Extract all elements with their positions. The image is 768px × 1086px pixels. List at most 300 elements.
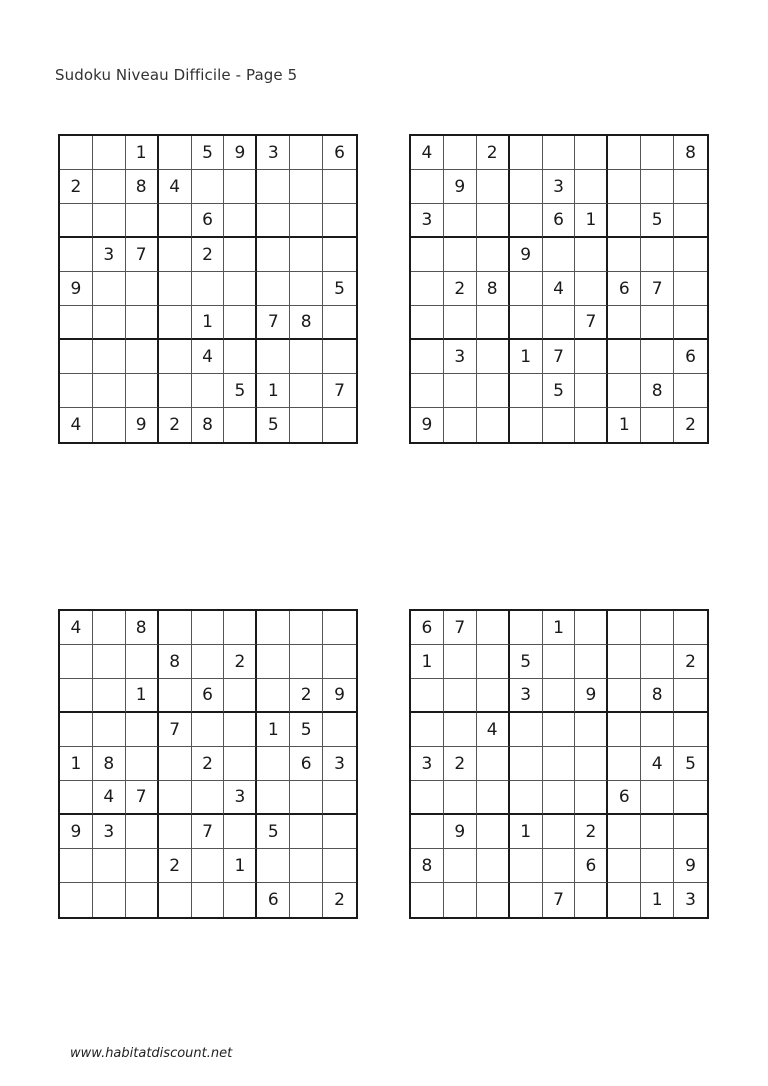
sudoku-cell: [224, 204, 257, 238]
sudoku-cell: [159, 815, 192, 849]
sudoku-cell: [93, 136, 126, 170]
sudoku-cell: [608, 611, 641, 645]
sudoku-cell: [641, 815, 674, 849]
sudoku-cell: [411, 713, 444, 747]
sudoku-cell: [192, 781, 225, 815]
sudoku-cell: [192, 713, 225, 747]
sudoku-cell: [411, 272, 444, 306]
sudoku-cell: 2: [334, 890, 345, 910]
sudoku-cell: 3: [543, 170, 576, 204]
sudoku-cell: [444, 408, 477, 442]
sudoku-cell: [159, 781, 192, 815]
sudoku-cell: [257, 340, 290, 374]
sudoku-cell: [192, 374, 225, 408]
sudoku-cell: [575, 272, 608, 306]
sudoku-cell: [257, 204, 290, 238]
sudoku-cell: [444, 713, 477, 747]
sudoku-cell: [477, 781, 510, 815]
sudoku-cell: 2: [60, 170, 93, 204]
sudoku-cell: 5: [543, 374, 576, 408]
sudoku-cell: [323, 170, 356, 204]
sudoku-cell: [477, 306, 510, 340]
sudoku-cell: 1: [510, 815, 543, 849]
sudoku-cell: 9: [323, 679, 356, 713]
sudoku-cell: [290, 136, 323, 170]
sudoku-cell: [608, 306, 641, 340]
sudoku-cell: [674, 374, 707, 408]
sudoku-cell: [608, 747, 641, 781]
sudoku-cell: [159, 306, 192, 340]
sudoku-cell: [257, 238, 290, 272]
sudoku-cell: [60, 679, 93, 713]
sudoku-cell: 2: [159, 408, 192, 442]
sudoku-cell: [159, 611, 192, 645]
sudoku-cell: [93, 408, 126, 442]
sudoku-cell: 5: [641, 204, 674, 238]
sudoku-cell: [510, 611, 543, 645]
sudoku-cell: [290, 611, 323, 645]
sudoku-cell: [608, 713, 641, 747]
sudoku-cell: [477, 747, 510, 781]
sudoku-cell: 3: [685, 890, 696, 910]
sudoku-cell: [93, 645, 126, 679]
sudoku-cell: [290, 883, 323, 917]
sudoku-cell: [575, 645, 608, 679]
sudoku-cell: [93, 204, 126, 238]
sudoku-cell: [444, 238, 477, 272]
sudoku-cell: [60, 340, 93, 374]
sudoku-cell: [159, 340, 192, 374]
sudoku-cell: [126, 374, 159, 408]
sudoku-cell: [674, 238, 707, 272]
sudoku-cell: [126, 306, 159, 340]
sudoku-cell: 4: [641, 747, 674, 781]
sudoku-cell: 8: [159, 645, 192, 679]
sudoku-cell: 8: [641, 374, 674, 408]
sudoku-cell: [93, 883, 126, 917]
sudoku-cell: 6: [411, 611, 444, 645]
sudoku-cell: [192, 645, 225, 679]
sudoku-cell: [323, 611, 356, 645]
sudoku-cell: [575, 374, 608, 408]
sudoku-cell: 3: [411, 747, 444, 781]
sudoku-cell: [510, 170, 543, 204]
sudoku-cell: 9: [444, 170, 477, 204]
sudoku-cell: 8: [93, 747, 126, 781]
sudoku-cell: [224, 408, 257, 442]
sudoku-cell: [477, 849, 510, 883]
sudoku-cell: 7: [159, 713, 192, 747]
sudoku-cell: 7: [543, 340, 576, 374]
sudoku-cell: [159, 136, 192, 170]
sudoku-cell: [543, 645, 576, 679]
sudoku-cell: [126, 747, 159, 781]
sudoku-cell: [60, 883, 93, 917]
sudoku-cell: 5: [192, 136, 225, 170]
sudoku-cell: [290, 781, 323, 815]
sudoku-cell: [543, 713, 576, 747]
sudoku-cell: [477, 611, 510, 645]
sudoku-cell: [257, 272, 290, 306]
footer-website: www.habitatdiscount.net: [70, 1046, 233, 1061]
sudoku-cell: [674, 815, 707, 849]
sudoku-cell: [60, 238, 93, 272]
sudoku-cell: [477, 679, 510, 713]
sudoku-cell: [290, 340, 323, 374]
sudoku-cell: 8: [126, 170, 159, 204]
sudoku-cell: 4: [543, 272, 576, 306]
sudoku-cell: [192, 611, 225, 645]
sudoku-cell: 9: [575, 679, 608, 713]
sudoku-cell: [608, 204, 641, 238]
sudoku-cell: [510, 204, 543, 238]
sudoku-cell: 1: [257, 713, 290, 747]
sudoku-cell: [674, 713, 707, 747]
sudoku-cell: [510, 781, 543, 815]
sudoku-cell: [510, 849, 543, 883]
sudoku-cell: 4: [159, 170, 192, 204]
sudoku-cell: [126, 883, 159, 917]
sudoku-cell: 1: [510, 340, 543, 374]
sudoku-cell: [444, 849, 477, 883]
sudoku-cell: [641, 713, 674, 747]
sudoku-cell: [510, 408, 543, 442]
sudoku-cell: [444, 136, 477, 170]
sudoku-cell: [224, 611, 257, 645]
sudoku-cell: 8: [674, 136, 707, 170]
sudoku-cell: [477, 340, 510, 374]
sudoku-cell: 6: [290, 747, 323, 781]
sudoku-cell: [60, 306, 93, 340]
sudoku-cell: [93, 679, 126, 713]
sudoku-cell: 1: [192, 306, 225, 340]
sudoku-cell: [159, 272, 192, 306]
sudoku-cell: [477, 204, 510, 238]
sudoku-cell: [159, 238, 192, 272]
sudoku-cell: 1: [224, 849, 257, 883]
sudoku-cell: [608, 815, 641, 849]
sudoku-cell: [510, 747, 543, 781]
sudoku-cell: 5: [257, 815, 290, 849]
sudoku-cell: 1: [411, 645, 444, 679]
sudoku-cell: 2: [444, 747, 477, 781]
sudoku-cell: 7: [323, 374, 356, 408]
sudoku-cell: [477, 238, 510, 272]
sudoku-cell: [510, 306, 543, 340]
sudoku-cell: [641, 170, 674, 204]
sudoku-cell: 8: [641, 679, 674, 713]
sudoku-cell: 5: [290, 713, 323, 747]
sudoku-cell: [608, 374, 641, 408]
sudoku-cell: [159, 679, 192, 713]
sudoku-cell: [575, 713, 608, 747]
sudoku-cell: [543, 849, 576, 883]
sudoku-cell: [411, 781, 444, 815]
sudoku-cell: [575, 747, 608, 781]
sudoku-cell: 6: [257, 883, 290, 917]
sudoku-cell: [323, 238, 356, 272]
sudoku-cell: [641, 306, 674, 340]
sudoku-cell: 8: [411, 849, 444, 883]
sudoku-cell: 9: [224, 136, 257, 170]
sudoku-cell: 2: [444, 272, 477, 306]
sudoku-cell: [224, 340, 257, 374]
sudoku-cell: 6: [674, 340, 707, 374]
sudoku-cell: [411, 340, 444, 374]
sudoku-cell: 5: [510, 645, 543, 679]
sudoku-cell: [543, 679, 576, 713]
sudoku-cell: 9: [411, 408, 444, 442]
sudoku-cell: [641, 849, 674, 883]
sudoku-cell: [674, 306, 707, 340]
sudoku-cell: 8: [290, 306, 323, 340]
sudoku-cell: [608, 883, 641, 917]
sudoku-cell: 1: [126, 679, 159, 713]
sudoku-cell: [641, 238, 674, 272]
sudoku-cell: 7: [543, 883, 576, 917]
sudoku-cell: [290, 815, 323, 849]
sudoku-cell: 6: [575, 849, 608, 883]
sudoku-cell: 3: [444, 340, 477, 374]
sudoku-cell: [608, 679, 641, 713]
sudoku-cell: [477, 645, 510, 679]
sudoku-cell: [290, 849, 323, 883]
sudoku-cell: [159, 204, 192, 238]
sudoku-cell: [323, 645, 356, 679]
sudoku-cell: 2: [477, 136, 510, 170]
sudoku-cell: [93, 306, 126, 340]
sudoku-cell: [290, 204, 323, 238]
sudoku-cell: 1: [641, 883, 674, 917]
sudoku-cell: [575, 883, 608, 917]
sudoku-cell: 1: [608, 408, 641, 442]
sudoku-cell: [93, 713, 126, 747]
sudoku-cell: [323, 713, 356, 747]
sudoku-cell: [323, 306, 356, 340]
sudoku-cell: [126, 815, 159, 849]
sudoku-cell: [575, 611, 608, 645]
sudoku-cell: [510, 883, 543, 917]
sudoku-cell: [60, 849, 93, 883]
sudoku-cell: 6: [608, 781, 641, 815]
sudoku-cell: 7: [126, 238, 159, 272]
sudoku-cell: [290, 170, 323, 204]
sudoku-cell: [192, 883, 225, 917]
sudoku-cell: 4: [60, 611, 93, 645]
sudoku-cell: [444, 306, 477, 340]
sudoku-cell: [543, 136, 576, 170]
sudoku-cell: [543, 408, 576, 442]
sudoku-cell: [60, 136, 93, 170]
sudoku-cell: 1: [543, 611, 576, 645]
sudoku-cell: 4: [60, 408, 93, 442]
sudoku-cell: [257, 645, 290, 679]
sudoku-cell: [674, 170, 707, 204]
sudoku-cell: [126, 713, 159, 747]
sudoku-cell: [608, 136, 641, 170]
sudoku-cell: [257, 781, 290, 815]
sudoku-cell: [323, 204, 356, 238]
sudoku-cell: 4: [477, 713, 510, 747]
sudoku-cell: [608, 170, 641, 204]
sudoku-cell: [192, 170, 225, 204]
sudoku-cell: 2: [192, 747, 225, 781]
sudoku-cell: [477, 408, 510, 442]
sudoku-cell: 9: [126, 408, 159, 442]
sudoku-cell: [411, 374, 444, 408]
sudoku-cell: [411, 238, 444, 272]
sudoku-cell: [224, 679, 257, 713]
sudoku-cell: [575, 340, 608, 374]
sudoku-cell: [444, 781, 477, 815]
sudoku-cell: [411, 815, 444, 849]
sudoku-cell: [257, 611, 290, 645]
sudoku-grid-3: [58, 609, 358, 919]
sudoku-cell: 5: [224, 374, 257, 408]
sudoku-cell: 6: [608, 272, 641, 306]
sudoku-cell: [641, 611, 674, 645]
sudoku-cell: [575, 781, 608, 815]
sudoku-cell: 3: [224, 781, 257, 815]
sudoku-cell: [608, 340, 641, 374]
sudoku-cell: [411, 883, 444, 917]
sudoku-cell: 5: [323, 272, 356, 306]
sudoku-cell: [510, 136, 543, 170]
sudoku-cell: [411, 170, 444, 204]
sudoku-cell: [674, 679, 707, 713]
sudoku-cell: [159, 883, 192, 917]
sudoku-cell: 6: [192, 679, 225, 713]
sudoku-cell: [60, 374, 93, 408]
sudoku-cell: [126, 645, 159, 679]
sudoku-cell: 1: [575, 204, 608, 238]
sudoku-cell: [126, 272, 159, 306]
sudoku-cell: [608, 849, 641, 883]
sudoku-cell: 7: [641, 272, 674, 306]
sudoku-cell: 3: [323, 747, 356, 781]
sudoku-cell: [290, 645, 323, 679]
sudoku-grid-4: [409, 609, 709, 919]
sudoku-cell: [543, 781, 576, 815]
sudoku-cell: [444, 204, 477, 238]
sudoku-cell: [93, 611, 126, 645]
sudoku-cell: [224, 883, 257, 917]
sudoku-cell: [444, 679, 477, 713]
sudoku-cell: [510, 272, 543, 306]
sudoku-cell: 6: [323, 136, 356, 170]
sudoku-cell: [60, 781, 93, 815]
sudoku-cell: 5: [674, 747, 707, 781]
sudoku-cell: [93, 272, 126, 306]
sudoku-cell: 3: [411, 204, 444, 238]
sudoku-cell: [575, 136, 608, 170]
sudoku-cell: 3: [510, 679, 543, 713]
sudoku-cell: [641, 136, 674, 170]
sudoku-cell: [290, 272, 323, 306]
sudoku-cell: 2: [290, 679, 323, 713]
sudoku-cell: [290, 238, 323, 272]
sudoku-cell: [224, 747, 257, 781]
sudoku-cell: [575, 170, 608, 204]
sudoku-cell: [93, 849, 126, 883]
sudoku-cell: [126, 849, 159, 883]
sudoku-cell: [257, 170, 290, 204]
sudoku-cell: [224, 238, 257, 272]
sudoku-cell: [93, 374, 126, 408]
sudoku-cell: [674, 781, 707, 815]
sudoku-cell: 8: [192, 408, 225, 442]
sudoku-cell: 6: [192, 204, 225, 238]
sudoku-cell: [411, 306, 444, 340]
sudoku-cell: [543, 306, 576, 340]
sudoku-cell: 2: [685, 415, 696, 435]
sudoku-cell: [323, 815, 356, 849]
sudoku-cell: [290, 408, 323, 442]
sudoku-cell: 4: [192, 340, 225, 374]
sudoku-cell: [510, 374, 543, 408]
sudoku-cell: 1: [60, 747, 93, 781]
sudoku-cell: [93, 170, 126, 204]
sudoku-cell: 4: [411, 136, 444, 170]
sudoku-cell: [543, 238, 576, 272]
sudoku-grid-2: [409, 134, 709, 444]
sudoku-cell: [323, 340, 356, 374]
sudoku-cell: [93, 340, 126, 374]
sudoku-cell: 7: [575, 306, 608, 340]
sudoku-cell: 9: [510, 238, 543, 272]
sudoku-cell: [257, 747, 290, 781]
sudoku-cell: [323, 849, 356, 883]
sudoku-cell: 3: [93, 815, 126, 849]
sudoku-cell: [192, 849, 225, 883]
sudoku-cell: [60, 713, 93, 747]
sudoku-cell: 7: [257, 306, 290, 340]
sudoku-cell: [323, 781, 356, 815]
sudoku-cell: 2: [192, 238, 225, 272]
sudoku-cell: [257, 679, 290, 713]
sudoku-cell: 7: [192, 815, 225, 849]
sudoku-cell: [411, 679, 444, 713]
sudoku-cell: 7: [444, 611, 477, 645]
sudoku-cell: [323, 408, 356, 442]
sudoku-cell: 9: [444, 815, 477, 849]
sudoku-cell: 2: [674, 645, 707, 679]
sudoku-cell: 1: [257, 374, 290, 408]
sudoku-cell: [192, 272, 225, 306]
sudoku-cell: [224, 272, 257, 306]
sudoku-cell: [543, 815, 576, 849]
sudoku-cell: [444, 374, 477, 408]
sudoku-cell: [444, 883, 477, 917]
sudoku-cell: 3: [257, 136, 290, 170]
sudoku-cell: 8: [477, 272, 510, 306]
sudoku-cell: 4: [93, 781, 126, 815]
sudoku-cell: [477, 170, 510, 204]
sudoku-cell: 9: [674, 849, 707, 883]
sudoku-cell: [477, 374, 510, 408]
sudoku-cell: [224, 815, 257, 849]
page-title: Sudoku Niveau Difficile - Page 5: [55, 66, 298, 84]
sudoku-cell: [641, 645, 674, 679]
sudoku-cell: 7: [126, 781, 159, 815]
sudoku-cell: [641, 408, 674, 442]
sudoku-cell: 2: [575, 815, 608, 849]
sudoku-cell: [224, 713, 257, 747]
sudoku-cell: [510, 713, 543, 747]
sudoku-cell: 8: [126, 611, 159, 645]
sudoku-cell: [159, 374, 192, 408]
sudoku-cell: [543, 747, 576, 781]
